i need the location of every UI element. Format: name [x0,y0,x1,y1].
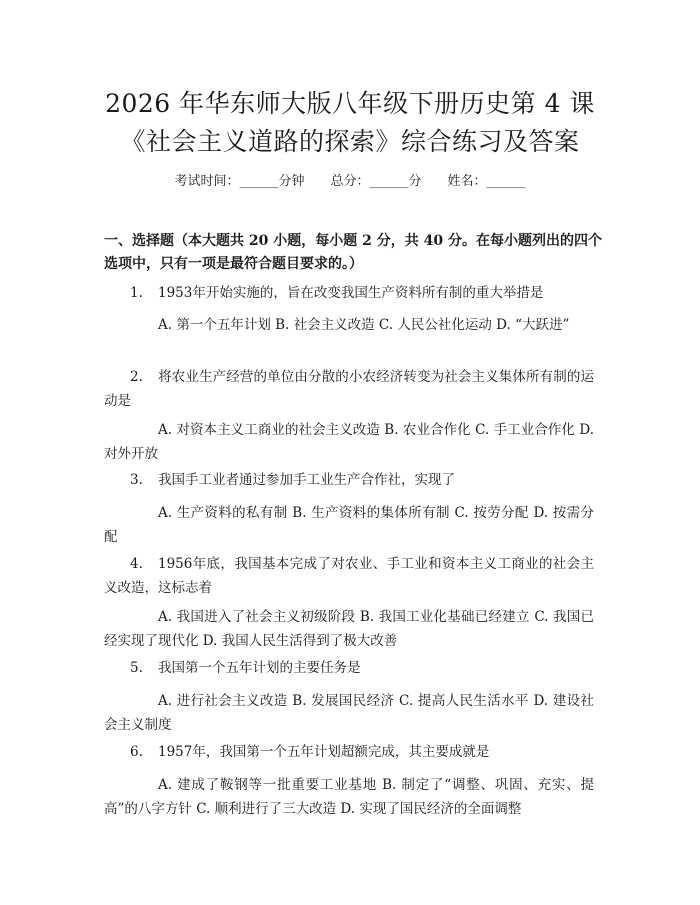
question-6-options: A. 建成了鞍钢等一批重要工业基地 B. 制定了“调整、巩固、充实、提高”的八字方针 C. 顺利进行了三大改造 D. 实现了国民经济的全面调整 [104,777,594,817]
exam-time-field: 考试时间：______分钟 [174,174,305,189]
question-number: 3. [130,472,143,488]
question-4 [104,552,594,600]
section-heading: 一、选择题（本大题共 20 小题，每小题 2 分，共 40 分。在每小题列出的四个选项中，只有一项是最符合题目要求的。） [104,233,602,272]
document-title-line2: 《社会主义道路的探索》综合练习及答案 [120,127,580,156]
question-number: 4. [130,556,143,572]
question-3-options: A. 生产资料的私有制 B. 生产资料的集体所有制 C. 按劳分配 D. 按需分配 [104,505,594,545]
exam-info-row [0,170,700,189]
document-title-line1: 2026 年华东师大版八年级下册历史第 4 课 [105,89,595,118]
exam-score-field: 总分：______分 [330,174,422,189]
question-text: 我国第一个五年计划的主要任务是 [158,660,361,676]
question-text: 将农业生产经营的单位由分散的小农经济转变为社会主义集体所有制的运动是 [104,369,594,409]
question-4-options: A. 我国进入了社会主义初级阶段 B. 我国工业化基础已经建立 C. 我国已经实现了现代化 D. 我国人民生活得到了极大改善 [104,609,594,649]
question-2 [104,365,594,413]
question-text: 我国手工业者通过参加手工业生产合作社，实现了 [158,472,455,488]
question-1-options: A. 第一个五年计划 B. 社会主义改造 C. 人民公社化运动 D. “大跃进” [158,317,570,333]
student-name-field: 姓名：______ [447,174,526,189]
question-text: 1957年，我国第一个五年计划超额完成，其主要成就是 [158,744,490,760]
question-number: 2. [130,369,143,385]
question-5 [104,656,594,680]
question-6 [104,740,594,764]
question-text: 1953年开始实施的，旨在改变我国生产资料所有制的重大举措是 [158,285,544,301]
question-3 [104,468,594,492]
question-5-options: A. 进行社会主义改造 B. 发展国民经济 C. 提高人民生活水平 D. 建设社会主义制度 [104,693,594,733]
question-number: 5. [130,660,143,676]
question-text: 1956年底，我国基本完成了对农业、手工业和资本主义工商业的社会主义改造，这标志着 [104,556,594,596]
question-number: 1. [130,285,143,301]
question-2-options: A. 对资本主义工商业的社会主义改造 B. 农业合作化 C. 手工业合作化 D. 对外开放 [104,422,594,462]
question-number: 6. [130,744,143,760]
question-1 [104,281,594,305]
